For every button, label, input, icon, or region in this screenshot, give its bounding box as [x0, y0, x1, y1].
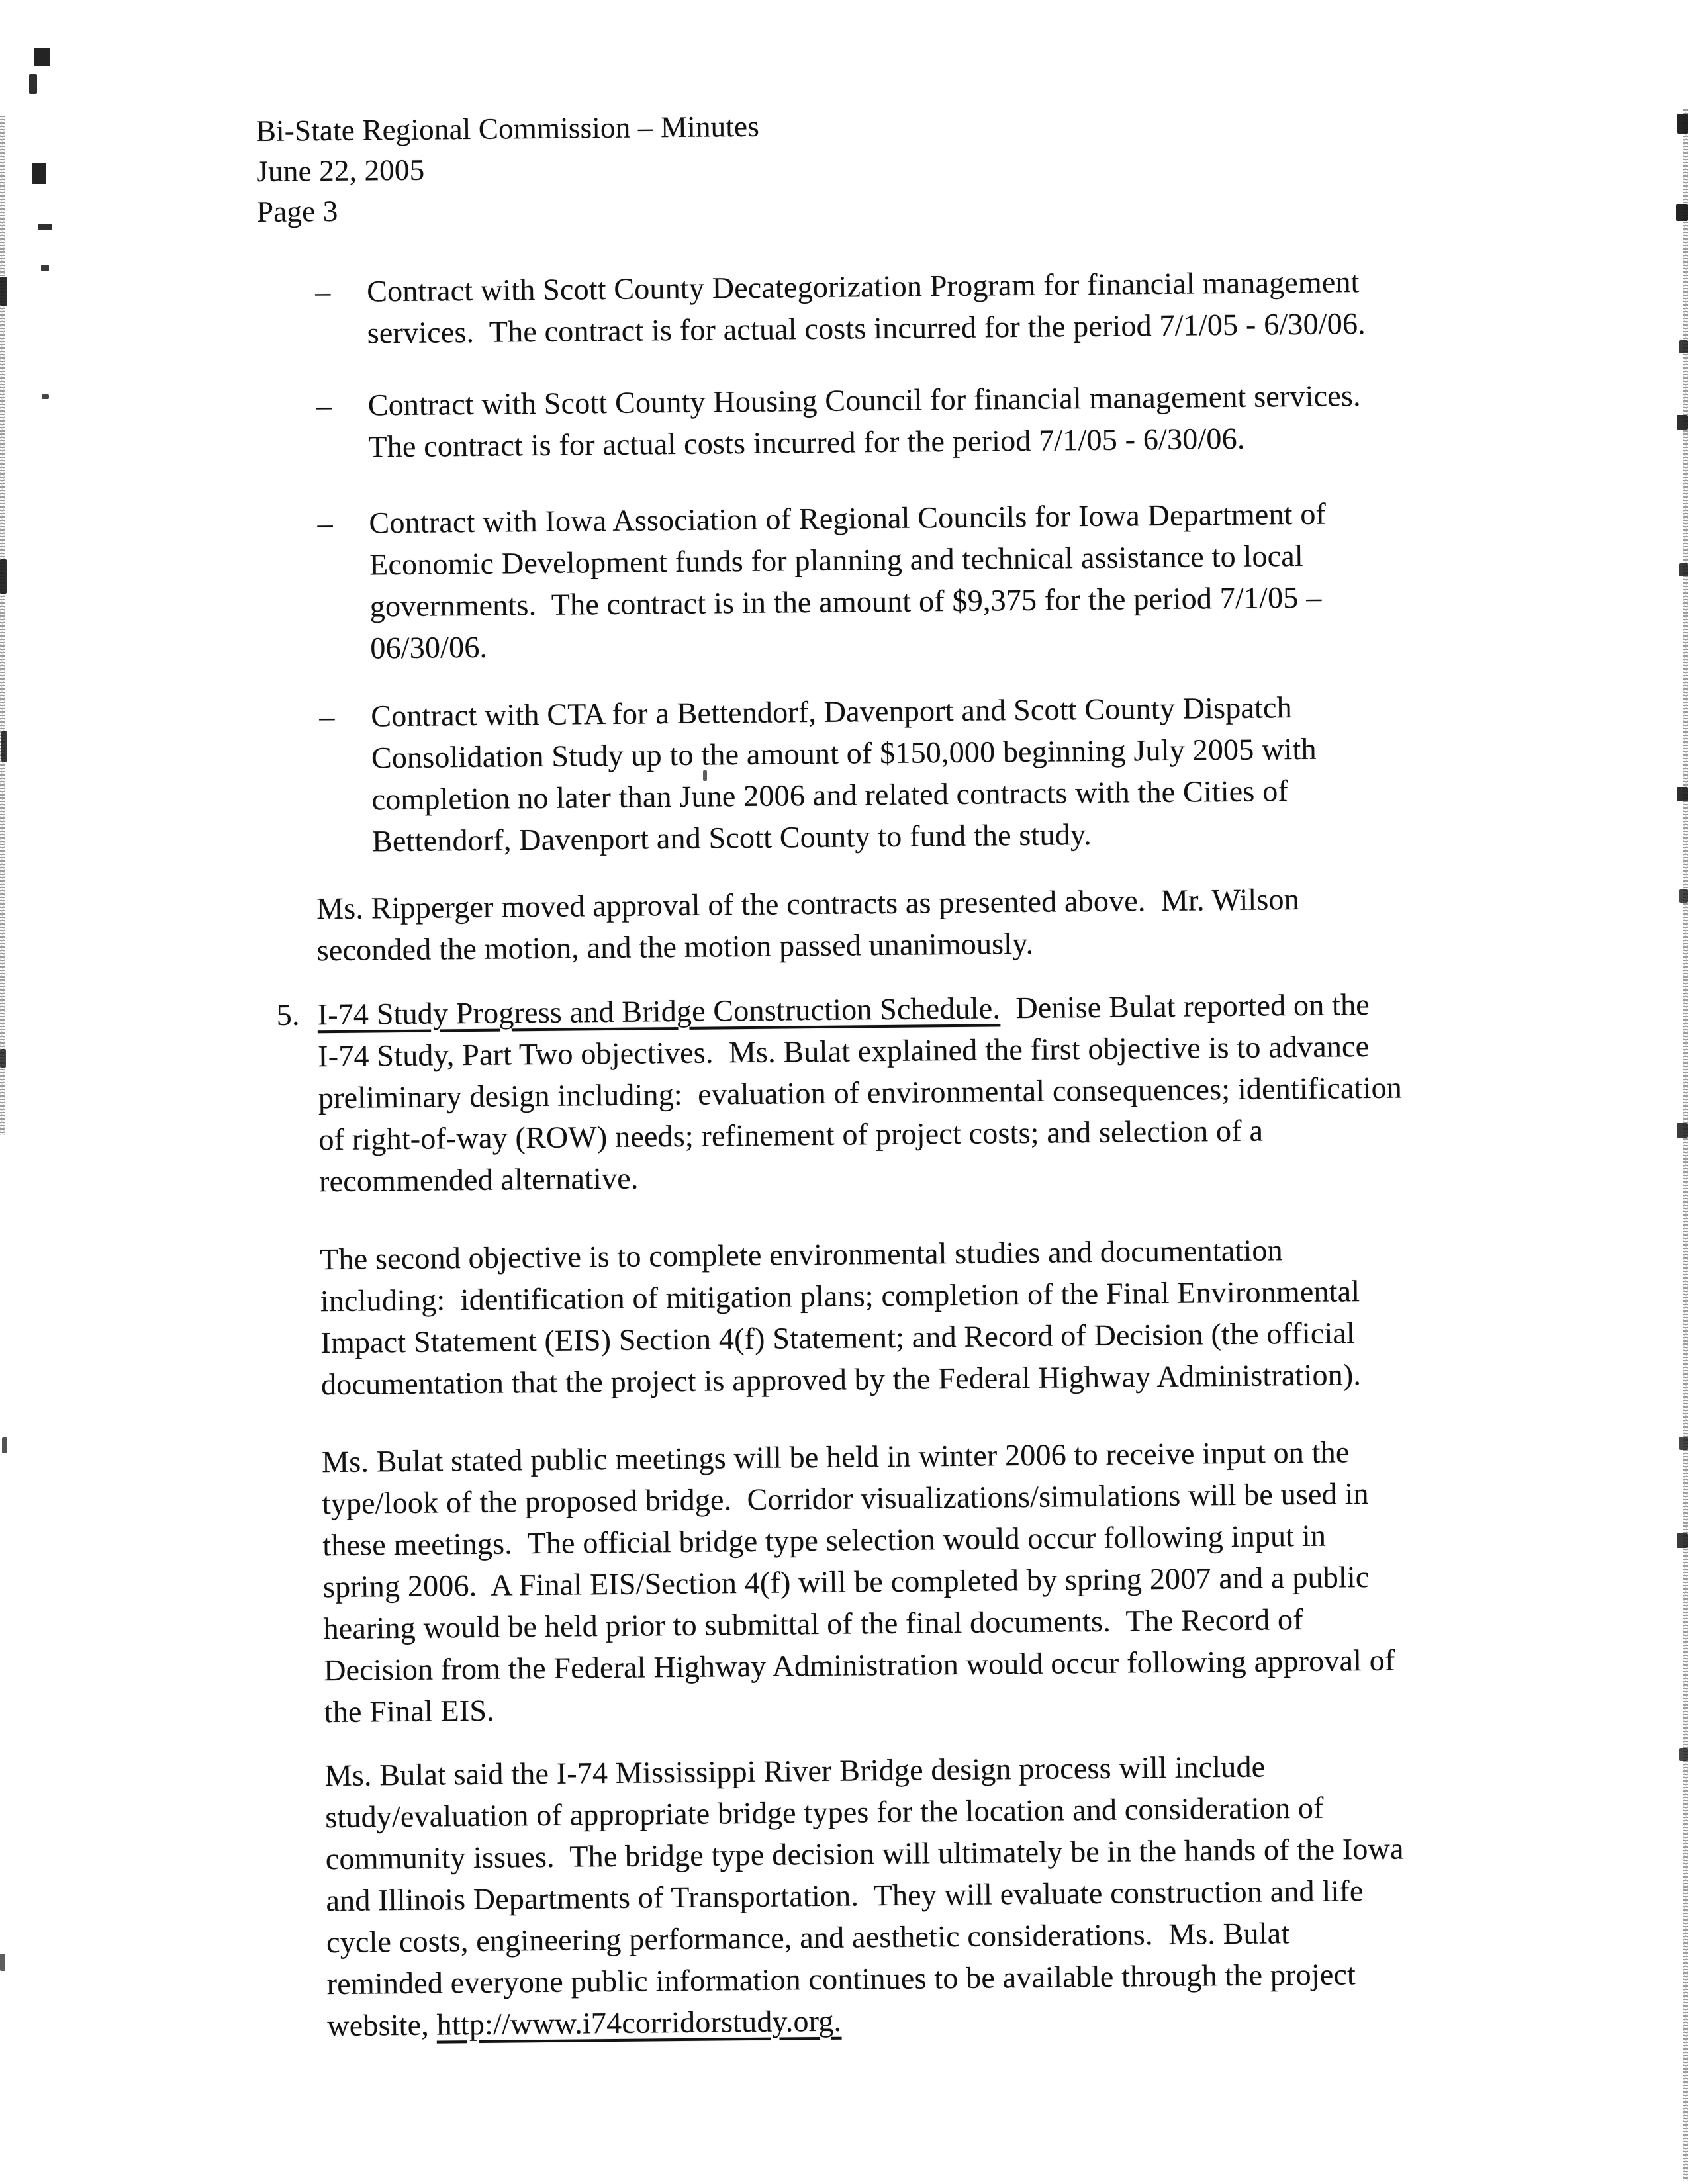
paragraph-public-meetings: Ms. Bulat stated public meetings will be held in winter 2006 to receive input on the type/look of the proposed bridge. Corridor visualizations/simulations will be used in these meetings. The official bridge type selection would occur following input in spring 2006. A Final EIS/Section 4(f) will be completed by spring 2007 and a public hearing would be held prior to submittal of the final documents. The Record of Decision from the Federal Highway Administration would occur following approval of the Final EIS. — [321, 1435, 1395, 1729]
list-dash-icon: – — [319, 699, 335, 734]
scan-artifact — [2, 1437, 7, 1453]
website-link[interactable]: http://www.i74corridorstudy.org. — [436, 2003, 842, 2042]
scan-artifact — [34, 48, 50, 66]
motion-paragraph: Ms. Ripperger moved approval of the contracts as presented above. Mr. Wilson seconded the motion, and the motion passed unanimously. — [316, 882, 1300, 968]
scan-artifact — [1677, 114, 1688, 134]
contract-item — [261, 686, 1317, 863]
scan-artifact — [0, 277, 7, 306]
scan-artifact — [1677, 1533, 1688, 1548]
scan-artifact — [0, 1954, 5, 1971]
scan-noise-band-left — [0, 116, 5, 1135]
contract-item — [259, 375, 1362, 469]
scan-artifact — [1679, 563, 1688, 576]
agenda-item-5 — [264, 983, 1403, 1203]
scan-artifact — [1677, 415, 1688, 430]
contract-item-text: Contract with Scott County Decategorization Program for financial management services. The contract is for actual costs incurred for the period 7/1/05 - 6/30/06. — [366, 265, 1366, 350]
paragraph-bridge-design — [271, 1745, 1405, 2047]
scan-artifact — [1, 731, 7, 762]
scan-artifact — [38, 224, 52, 230]
contract-item — [258, 261, 1366, 355]
scan-artifact — [1679, 1437, 1688, 1450]
item-5-heading: I-74 Study Progress and Bridge Construction Schedule. — [317, 991, 1001, 1032]
paragraph-bridge-design-text: Ms. Bulat said the I-74 Mississippi River Bridge design process will include study/evaluation of appropriate bridge types for the location and consideration of community issues. The bridge type decision will ultimately be in the hands of the Iowa and Illinois Departments of Transportation. They will evaluate construction and life cycle costs, engineering performance, and aesthetic considerations. Ms. Bulat reminded everyone public information continues to be available through the project website, — [324, 1749, 1404, 2043]
list-dash-icon: – — [314, 274, 331, 309]
paragraph-second-objective: The second objective is to complete environmental studies and documentation including: identification of mitigation plans; completion of the Final Environmental Impact Statement (EIS) Section 4(f) Statement; and Record of Decision (the official documentation that the project is approved by the Federal Highway Administration). — [319, 1233, 1362, 1402]
scan-artifact — [1679, 340, 1688, 353]
item-5-body — [317, 983, 1403, 1203]
contract-item — [259, 493, 1327, 670]
scan-artifact — [1679, 1748, 1688, 1761]
scan-artifact — [29, 74, 37, 94]
scan-artifact — [0, 1049, 6, 1068]
list-dash-icon: – — [317, 506, 333, 541]
scan-artifact — [41, 265, 49, 271]
item-number: 5. — [276, 997, 300, 1032]
scan-artifact — [1679, 889, 1688, 903]
contract-item-text: Contract with Iowa Association of Regional Councils for Iowa Department of Economic Development funds for planning and technical assistance to local governments. The contract is in the amount of $9,375 for the period 7/1/05 – 06/30/06. — [369, 496, 1327, 665]
item-5-intro-text: Denise Bulat reported on the I-74 Study, Part Two objectives. Ms. Bulat explained the first objective is to advance preliminary design including: evaluation of environmental consequences; identification of right-of-way (ROW) needs; refinement of project costs; and selection of a recommended alternative. — [318, 987, 1403, 1199]
scan-artifact — [32, 163, 46, 184]
scan-artifact — [0, 559, 7, 594]
list-dash-icon: – — [316, 388, 332, 423]
document-page — [256, 99, 1506, 2070]
page-header: Bi-State Regional Commission – Minutes June 22, 2005 Page 3 — [256, 109, 760, 229]
contract-item-text: Contract with Scott County Housing Council for financial management services. The contract is for actual costs incurred for the period 7/1/05 - 6/30/06. — [367, 379, 1361, 464]
scan-artifact — [1676, 204, 1688, 221]
contract-item-text: Contract with CTA for a Bettendorf, Davenport and Scott County Dispatch Consolidation Study up to the amount of $150,000 beginning July 2005 with completion no later than June 2006 and related contracts with the Cities of Bettendorf, Davenport and Scott County to fund the study. — [371, 690, 1317, 858]
scan-artifact — [1677, 1123, 1688, 1138]
scan-artifact — [42, 394, 49, 399]
scan-artifact — [1677, 787, 1688, 801]
